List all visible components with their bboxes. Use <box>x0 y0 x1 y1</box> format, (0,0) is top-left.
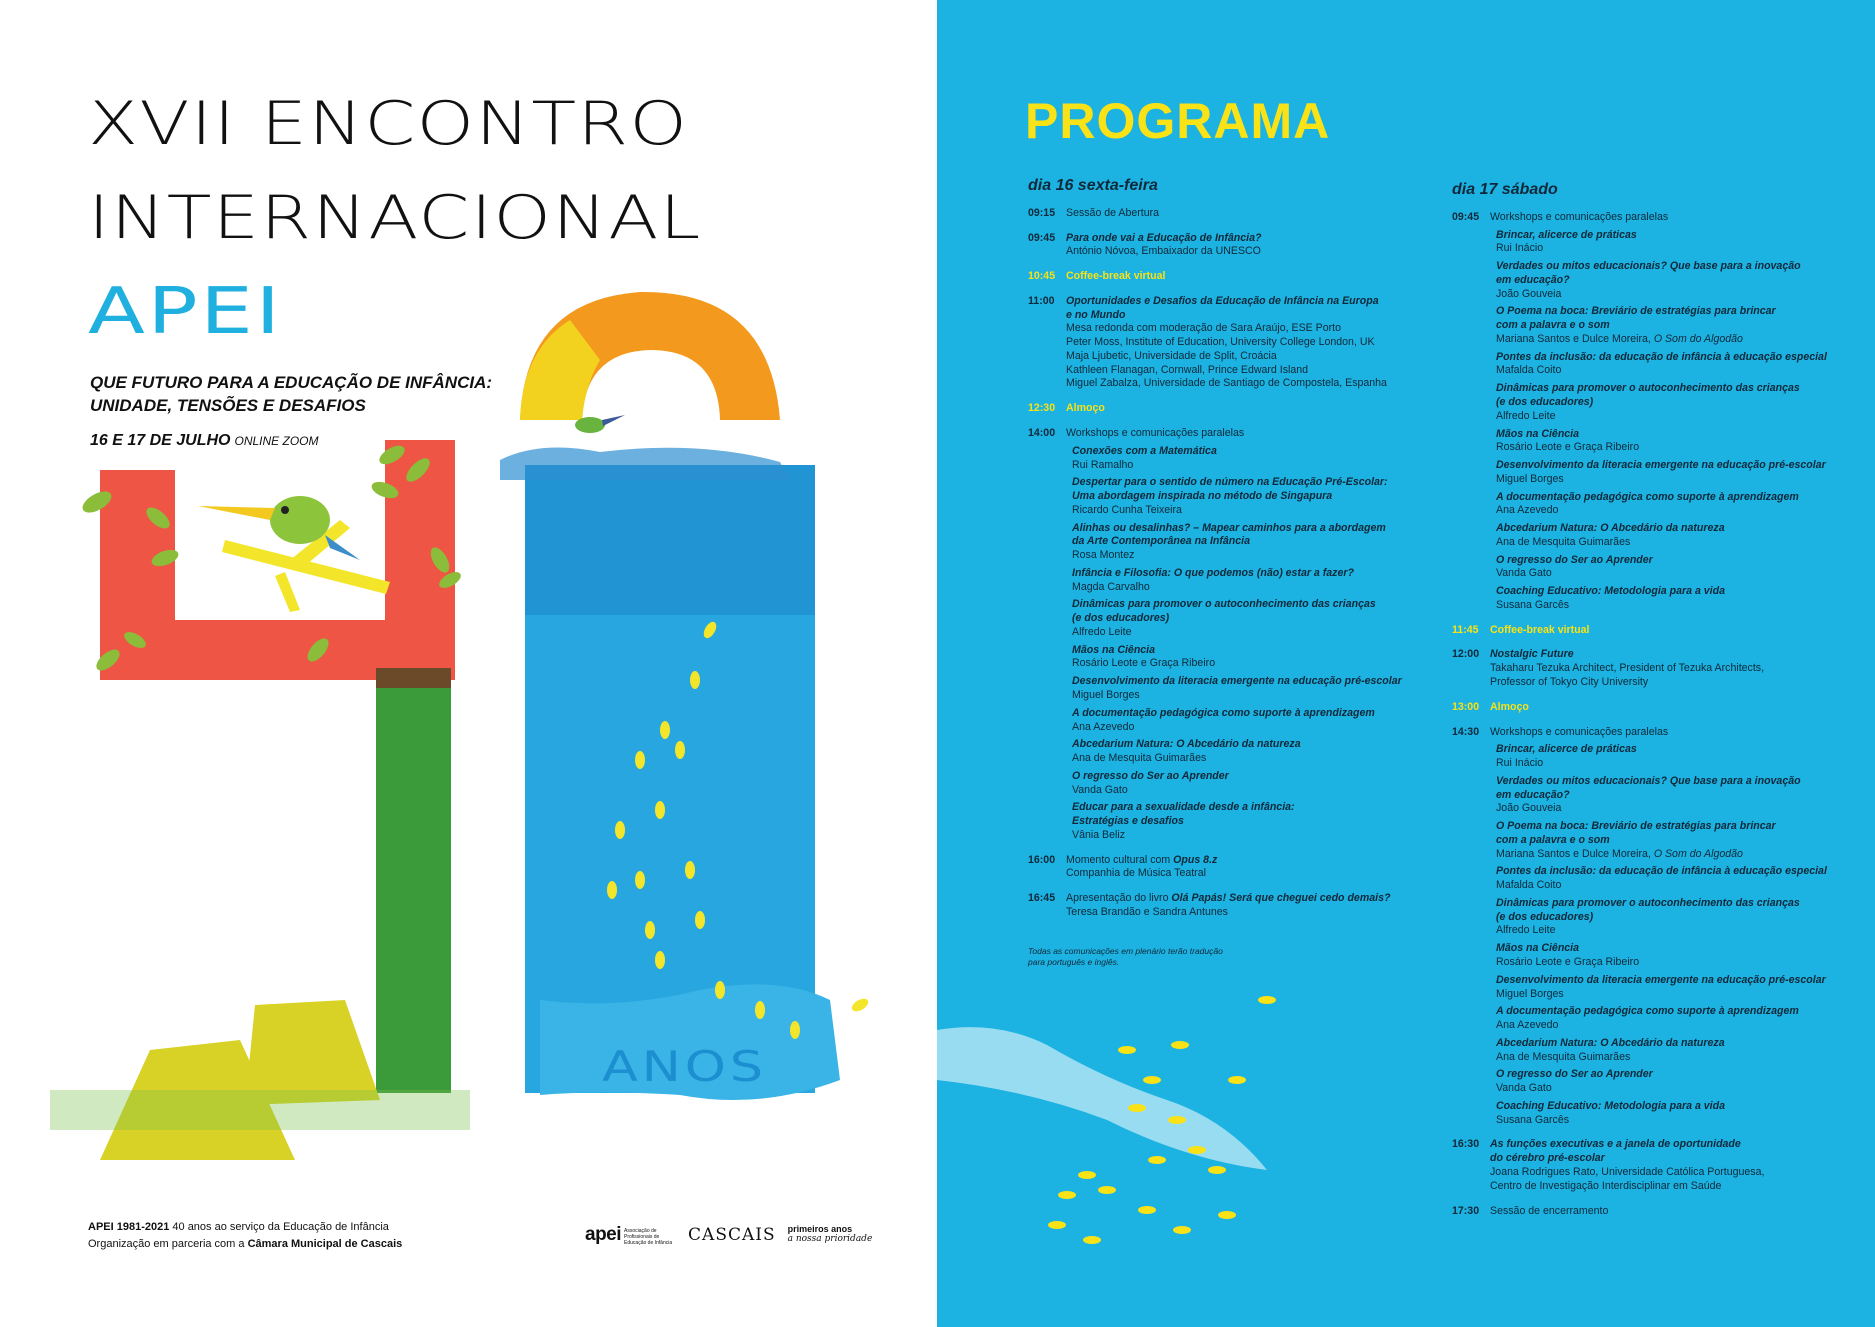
workshop-title: Abcedarium Natura: O Abcedário da natureza <box>1072 738 1301 751</box>
workshop-title: O regresso do Ser ao Aprender <box>1072 769 1229 782</box>
workshop-title: Estratégias e desafios <box>1072 815 1184 828</box>
workshop-title: em educação? <box>1496 788 1570 801</box>
entry-speaker: Kathleen Flanagan, Cornwall, Prince Edward Island <box>1066 363 1309 376</box>
workshop-author: Vânia Beliz <box>1072 828 1125 841</box>
workshop-title: com a palavra e o som <box>1496 833 1610 846</box>
small-bird-body <box>575 417 605 433</box>
workshop-title: Alinhas ou desalinhas? – Mapear caminhos para a abordagem <box>1072 521 1386 534</box>
workshop-item <box>1496 554 1852 582</box>
left-page <box>0 0 937 1327</box>
schedule-entry <box>1452 1205 1852 1219</box>
entry-speaker: Takaharu Tezuka Architect, President of Tezuka Architects, <box>1490 662 1765 675</box>
workshop-title: Brincar, alicerce de práticas <box>1496 743 1637 756</box>
workshop-title: (e dos educadores) <box>1072 612 1170 625</box>
workshop-title: Verdades ou mitos educacionais? Que base para a inovação <box>1496 774 1801 787</box>
workshop-item <box>1496 305 1852 346</box>
bird-tail <box>325 535 360 560</box>
workshop-author: Rosário Leote e Graça Ribeiro <box>1072 657 1216 670</box>
workshop-title: Abcedarium Natura: O Abcedário da natureza <box>1496 522 1725 535</box>
schedule-entry <box>1028 427 1428 843</box>
workshop-title: O Poema na boca: Breviário de estratégias para brincar <box>1496 820 1776 833</box>
workshop-title: Mãos na Ciência <box>1496 427 1580 440</box>
entry-time: 17:30 <box>1452 1204 1480 1217</box>
workshop-list <box>1496 229 1852 613</box>
green-stem-shape <box>376 668 451 1093</box>
bird-beak <box>198 506 275 520</box>
primeiros-anos-line-1: primeiros anos <box>787 1224 853 1235</box>
entry-speaker: Miguel Zabalza, Universidade de Santiago de Compostela, Espanha <box>1066 377 1387 390</box>
workshop-author: Ana Azevedo <box>1496 504 1559 517</box>
entry-text: Sessão de encerramento <box>1490 1204 1609 1217</box>
workshop-title: Mãos na Ciência <box>1072 643 1156 656</box>
workshop-company: O Som do Algodão <box>1653 847 1743 860</box>
workshop-item <box>1072 770 1428 798</box>
entry-title: Nostalgic Future <box>1490 648 1574 661</box>
schedule-break <box>1028 270 1428 284</box>
primeiros-anos-line-2: a nossa prioridade <box>787 1234 873 1244</box>
workshop-author: Susana Garcês <box>1496 598 1570 611</box>
entry-title: do cérebro pré-escolar <box>1490 1152 1605 1165</box>
workshop-title: Infância e Filosofia: O que podemos (não) estar a fazer? <box>1072 566 1354 579</box>
workshop-author: Mafalda Coito <box>1496 364 1562 377</box>
footer-line-2 <box>88 1236 402 1253</box>
workshop-item <box>1072 801 1428 842</box>
workshop-title: Verdades ou mitos educacionais? Que base para a inovação <box>1496 260 1801 273</box>
workshop-author: Miguel Borges <box>1496 987 1564 1000</box>
workshop-title: Mãos na Ciência <box>1496 942 1580 955</box>
workshop-author: Vanda Gato <box>1072 783 1128 796</box>
workshop-item <box>1072 567 1428 595</box>
cascais-logo: CASCAIS <box>688 1225 776 1245</box>
day-16-heading: dia 16 sexta-feira <box>1028 177 1158 194</box>
workshop-title: A documentação pedagógica como suporte à aprendizagem <box>1496 490 1799 503</box>
schedule-entry <box>1028 207 1428 221</box>
entry-text: Apresentação do livro <box>1066 892 1172 905</box>
workshop-title: Abcedarium Natura: O Abcedário da natureza <box>1496 1036 1725 1049</box>
title-line-2: INTERNACIONAL <box>88 183 702 253</box>
entry-time: 09:15 <box>1028 206 1056 219</box>
footer-line-1 <box>88 1219 402 1236</box>
schedule-entry <box>1452 648 1852 689</box>
entry-body <box>1066 854 1428 882</box>
workshop-author: Ana Azevedo <box>1496 1019 1559 1032</box>
workshop-item <box>1496 1068 1852 1096</box>
workshop-item <box>1496 897 1852 938</box>
entry-time: 10:45 <box>1028 270 1056 283</box>
footer-partner: Câmara Municipal de Cascais <box>247 1238 403 1251</box>
workshop-item <box>1496 522 1852 550</box>
workshop-item <box>1496 820 1852 861</box>
entry-body <box>1490 648 1852 689</box>
schedule-break <box>1452 624 1852 638</box>
workshop-title: com a palavra e o som <box>1496 319 1610 332</box>
footer-apei-years: APEI 1981-2021 <box>88 1221 170 1233</box>
entry-speaker: Maja Ljubetic, Universidade de Split, Croácia <box>1066 349 1277 362</box>
workshop-author: Rui Inácio <box>1496 242 1544 255</box>
entry-speaker: Professor of Tokyo City University <box>1490 676 1649 688</box>
workshop-item <box>1496 1100 1852 1128</box>
workshop-title: Educar para a sexualidade desde a infância: <box>1072 801 1295 814</box>
workshop-author: Susana Garcês <box>1496 1113 1570 1126</box>
workshop-item <box>1496 942 1852 970</box>
entry-time: 11:45 <box>1452 623 1479 636</box>
entry-text: Workshops e comunicações paralelas <box>1490 210 1669 223</box>
fish-group-right <box>1048 996 1276 1244</box>
workshop-item <box>1496 229 1852 257</box>
entry-body <box>1066 232 1428 260</box>
workshop-author: Miguel Borges <box>1072 689 1140 701</box>
entry-speaker: Centro de Investigação Interdisciplinar em Saúde <box>1490 1179 1722 1192</box>
workshop-title: O regresso do Ser ao Aprender <box>1496 553 1653 566</box>
workshop-author-line <box>1496 848 1852 862</box>
workshop-item <box>1496 585 1852 613</box>
entry-speaker: Companhia de Música Teatral <box>1066 867 1206 880</box>
right-page <box>937 0 1875 1327</box>
workshop-author: Vanda Gato <box>1496 567 1552 580</box>
workshop-item <box>1496 1005 1852 1033</box>
schedule-break <box>1028 402 1428 416</box>
blue-splash-shape <box>500 448 790 481</box>
workshop-item <box>1496 382 1852 423</box>
partner-logos <box>585 1224 872 1246</box>
workshop-author: Magda Carvalho <box>1072 580 1150 593</box>
workshop-author: Alfredo Leite <box>1072 625 1132 638</box>
apei-logo <box>585 1224 676 1246</box>
note-line-2: para português e inglês. <box>1028 957 1120 968</box>
workshop-title: Dinâmicas para promover o autoconhecimento das crianças <box>1072 598 1376 611</box>
workshop-title: Dinâmicas para promover o autoconhecimento das crianças <box>1496 896 1800 909</box>
workshop-author: Ana Azevedo <box>1072 720 1135 733</box>
bird-eye <box>281 506 289 514</box>
entry-speaker: Peter Moss, Institute of Education, University College London, UK <box>1066 336 1375 349</box>
entry-time: 16:30 <box>1452 1138 1480 1151</box>
footer-credits <box>88 1219 402 1253</box>
translation-note <box>1028 946 1288 969</box>
footer-line-2-rest: Organização em parceria com a <box>88 1238 248 1251</box>
workshop-title: (e dos educadores) <box>1496 395 1594 408</box>
workshop-author: João Gouveia <box>1496 802 1562 815</box>
entry-body <box>1066 427 1428 843</box>
workshop-title: A documentação pedagógica como suporte à aprendizagem <box>1072 706 1375 719</box>
schedule-entry <box>1028 295 1428 391</box>
workshop-item <box>1496 459 1852 487</box>
schedule-entry <box>1028 892 1428 920</box>
apei-logo-word: apei <box>585 1224 622 1245</box>
subtitle <box>90 372 570 418</box>
workshop-title: Desenvolvimento da literacia emergente na educação pré-escolar <box>1072 675 1402 688</box>
entry-body <box>1066 295 1428 391</box>
subtitle-line-2: UNIDADE, TENSÕES E DESAFIOS <box>90 395 366 415</box>
workshop-item <box>1072 707 1428 735</box>
entry-speaker: Joana Rodrigues Rato, Universidade Católica Portuguesa, <box>1490 1165 1765 1178</box>
programa-title: PROGRAMA <box>1025 93 1331 149</box>
workshop-title: O Poema na boca: Breviário de estratégias para brincar <box>1496 305 1776 318</box>
workshop-title: Coaching Educativo: Metodologia para a vida <box>1496 585 1725 598</box>
workshop-item <box>1072 522 1428 563</box>
workshop-item <box>1496 491 1852 519</box>
entry-title-line <box>1066 892 1428 906</box>
event-dates <box>90 432 319 450</box>
white-splash-shape <box>937 1027 1267 1170</box>
dates-text: 16 E 17 DE JULHO <box>90 432 231 449</box>
day-16-column <box>1028 176 1428 969</box>
workshop-author: Mafalda Coito <box>1496 879 1562 892</box>
workshop-author: João Gouveia <box>1496 287 1562 300</box>
entry-time: 12:30 <box>1028 402 1056 415</box>
workshop-title: A documentação pedagógica como suporte à aprendizagem <box>1496 1005 1799 1018</box>
title-apei: APEI <box>88 275 283 349</box>
workshop-title: Desenvolvimento da literacia emergente na educação pré-escolar <box>1496 973 1826 986</box>
workshop-item <box>1496 428 1852 456</box>
entry-speaker: Teresa Brandão e Sandra Antunes <box>1066 905 1228 918</box>
workshop-author: Rui Inácio <box>1496 757 1544 770</box>
workshop-list <box>1496 743 1852 1127</box>
entry-time: 16:00 <box>1028 853 1056 866</box>
workshop-company: O Som do Algodão <box>1653 332 1743 345</box>
entry-time: 09:45 <box>1028 231 1056 244</box>
footer-line-1-rest: 40 anos ao serviço da Educação de Infância <box>169 1221 389 1233</box>
entry-text: Almoço <box>1490 700 1529 713</box>
workshop-title: Pontes da inclusão: da educação de infância à educação especial <box>1496 865 1827 878</box>
workshop-author: Rui Ramalho <box>1072 458 1134 471</box>
entry-title: As funções executivas e a janela de oportunidade <box>1490 1138 1741 1151</box>
entry-text: Momento cultural com <box>1066 853 1174 866</box>
workshop-item <box>1496 260 1852 301</box>
schedule-entry <box>1452 726 1852 1128</box>
entry-title: Oportunidades e Desafios da Educação de Infância na Europa <box>1066 294 1379 307</box>
workshop-title: em educação? <box>1496 273 1570 286</box>
title-line-1: XVII ENCONTRO <box>88 89 689 159</box>
entry-text: Sessão de Abertura <box>1066 206 1160 219</box>
entry-body <box>1490 1138 1852 1193</box>
workshop-title: da Arte Contemporânea na Infância <box>1072 535 1250 548</box>
entry-body <box>1066 892 1428 920</box>
day-17-heading: dia 17 sábado <box>1452 181 1558 198</box>
workshop-item <box>1496 743 1852 771</box>
day-17-column <box>1452 180 1852 1229</box>
workshop-title: Coaching Educativo: Metodologia para a vida <box>1496 1099 1725 1112</box>
dates-mode: ONLINE ZOOM <box>234 434 319 448</box>
small-bird-beak <box>602 415 625 426</box>
entry-text: Coffee-break virtual <box>1066 270 1166 283</box>
workshop-item <box>1072 644 1428 672</box>
workshop-author: Mariana Santos e Dulce Moreira, <box>1496 332 1654 345</box>
entry-text: Workshops e comunicações paralelas <box>1490 725 1669 738</box>
entry-title: Para onde vai a Educação de Infância? <box>1066 231 1262 244</box>
workshop-item <box>1496 865 1852 893</box>
workshop-item <box>1072 445 1428 473</box>
schedule-entry <box>1028 232 1428 260</box>
workshop-author: Rosa Montez <box>1072 549 1135 562</box>
entry-time: 16:45 <box>1028 892 1056 905</box>
workshop-title: Dinâmicas para promover o autoconhecimento das crianças <box>1496 382 1800 395</box>
workshop-title: Despertar para o sentido de número na Educação Pré-Escolar: <box>1072 476 1388 489</box>
workshop-author: Mariana Santos e Dulce Moreira, <box>1496 847 1654 860</box>
workshop-author: Rosário Leote e Graça Ribeiro <box>1496 441 1640 454</box>
workshop-title: O regresso do Ser ao Aprender <box>1496 1068 1653 1081</box>
grass-shape <box>50 1090 470 1130</box>
entry-title: Olá Papás! Será que cheguei cedo demais? <box>1171 892 1391 905</box>
entry-body <box>1490 726 1852 1128</box>
entry-speaker: Mesa redonda com moderação de Sara Araújo, ESE Porto <box>1066 322 1342 335</box>
workshop-item <box>1496 1037 1852 1065</box>
workshop-item <box>1072 738 1428 766</box>
workshop-item <box>1496 775 1852 816</box>
entry-text: Almoço <box>1066 402 1105 415</box>
entry-time: 11:00 <box>1028 294 1055 307</box>
workshop-item <box>1496 351 1852 379</box>
schedule-entry <box>1452 211 1852 613</box>
entry-title-line <box>1066 854 1428 868</box>
workshop-item <box>1072 598 1428 639</box>
entry-speaker: António Nóvoa, Embaixador da UNESCO <box>1066 245 1261 258</box>
anos-label: ANOS <box>602 1042 767 1091</box>
entry-text: Coffee-break virtual <box>1490 623 1590 636</box>
entry-body <box>1490 211 1852 613</box>
entry-time: 09:45 <box>1452 210 1480 223</box>
workshop-author: Alfredo Leite <box>1496 409 1556 422</box>
workshop-title: Brincar, alicerce de práticas <box>1496 228 1637 241</box>
workshop-author: Rosário Leote e Graça Ribeiro <box>1496 956 1640 969</box>
entry-title: e no Mundo <box>1066 308 1126 321</box>
workshop-author-line <box>1496 333 1852 347</box>
yellow-stick-shape-3 <box>275 572 300 612</box>
workshop-author: Vanda Gato <box>1496 1082 1552 1095</box>
blue-block-texture <box>525 465 815 615</box>
workshop-author: Ricardo Cunha Teixeira <box>1072 503 1182 516</box>
apei-logo-subtitle: Associação de Profissionais de Educação de Infância <box>624 1228 673 1246</box>
schedule-entry <box>1452 1138 1852 1193</box>
schedule-break <box>1452 701 1852 715</box>
workshop-title: Conexões com a Matemática <box>1072 444 1217 457</box>
workshop-list <box>1072 445 1428 843</box>
workshop-author: Alfredo Leite <box>1496 924 1556 937</box>
entry-title: Opus 8.z <box>1173 853 1218 866</box>
workshop-item <box>1072 675 1428 703</box>
brown-band-shape <box>376 668 451 688</box>
workshop-title: Uma abordagem inspirada no método de Singapura <box>1072 490 1333 503</box>
workshop-title: Desenvolvimento da literacia emergente na educação pré-escolar <box>1496 459 1826 472</box>
workshop-title: (e dos educadores) <box>1496 910 1594 923</box>
subtitle-line-1: QUE FUTURO PARA A EDUCAÇÃO DE INFÂNCIA: <box>90 373 493 392</box>
note-line-1: Todas as comunicações em plenário terão tradução <box>1028 945 1223 956</box>
primeiros-anos-logo <box>788 1225 873 1245</box>
workshop-item <box>1496 974 1852 1002</box>
workshop-author: Ana de Mesquita Guimarães <box>1072 752 1207 765</box>
schedule-entry <box>1028 854 1428 882</box>
entry-time: 14:30 <box>1452 725 1480 738</box>
bird-body <box>270 496 330 544</box>
yellow-hill-shape-2 <box>245 1000 380 1105</box>
workshop-title: Pontes da inclusão: da educação de infância à educação especial <box>1496 350 1827 363</box>
entry-time: 13:00 <box>1452 700 1480 713</box>
workshop-author: Ana de Mesquita Guimarães <box>1496 535 1631 548</box>
workshop-author: Miguel Borges <box>1496 472 1564 485</box>
workshop-author: Ana de Mesquita Guimarães <box>1496 1050 1631 1063</box>
entry-text: Workshops e comunicações paralelas <box>1066 426 1245 439</box>
workshop-item <box>1072 476 1428 517</box>
entry-time: 14:00 <box>1028 426 1056 439</box>
entry-time: 12:00 <box>1452 648 1480 661</box>
